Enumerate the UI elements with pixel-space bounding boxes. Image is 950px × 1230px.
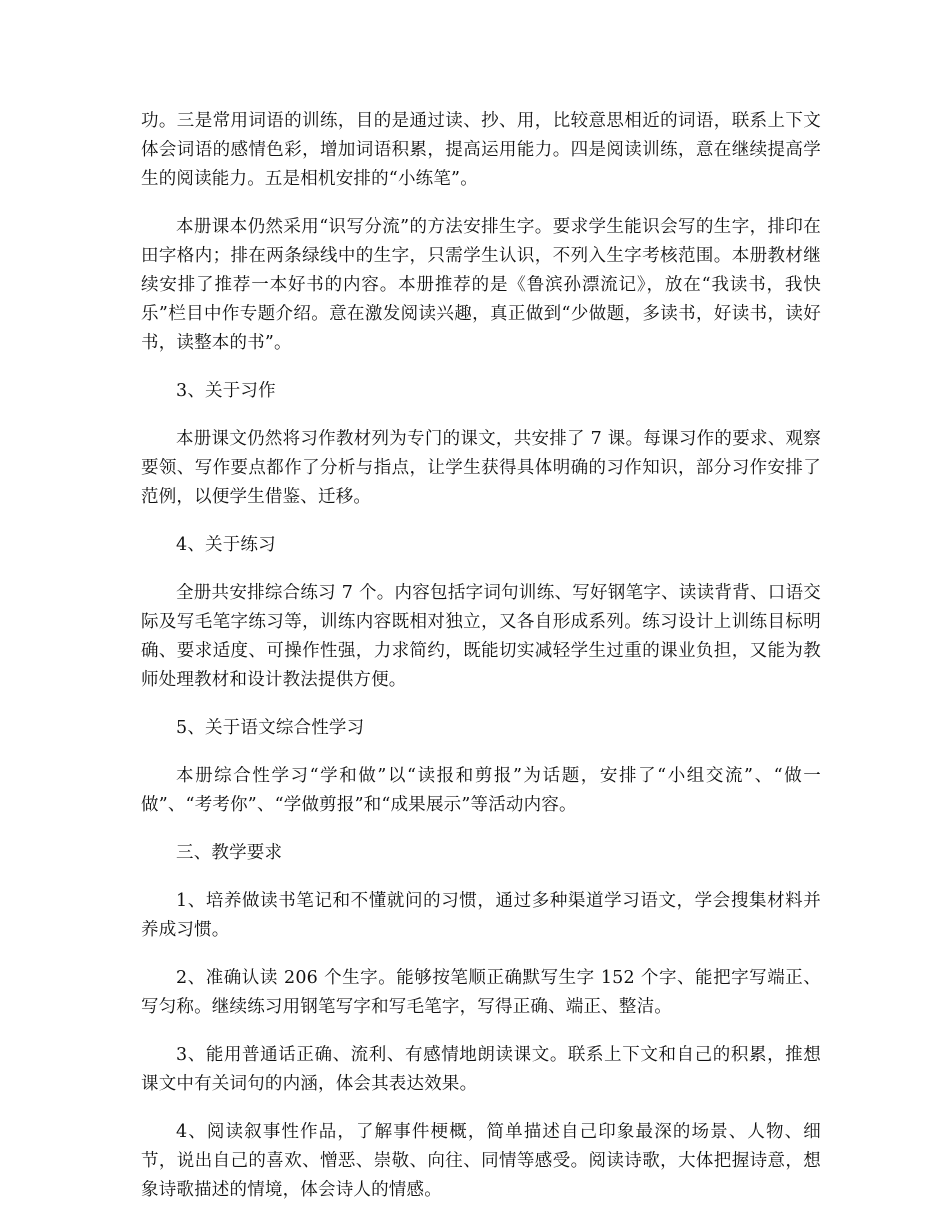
heading-comprehensive-learning: 5、关于语文综合性学习 — [176, 718, 365, 738]
paragraph-exercises: 全册共安排综合练习 7 个。内容包括字词句训练、写好钢笔字、读读背背、口语交际及写毛笔字练习等，训练内容既相对独立，又各自形成系列。练习设计上训练目标明确、要求适度、可操作性强，力求简约，既能切实减轻学生过重的课业负担，又能为教师处理教材和设计教法提供方便。 — [141, 583, 821, 690]
paragraph-comprehensive-learning: 本册综合性学习“学和做”以“读报和剪报”为话题，安排了“小组交流”、“做一做”、“考考你”、“学做剪报”和“成果展示”等活动内容。 — [141, 766, 821, 815]
requirement-item-3: 3、能用普通话正确、流利、有感情地朗读课文。联系上下文和自己的积累，推想课文中有关词句的内涵，体会其表达效果。 — [141, 1045, 821, 1094]
paragraph-composition: 本册课文仍然将习作教材列为专门的课文，共安排了 7 课。每课习作的要求、观察要领、写作要点都作了分析与指点，让学生获得具体明确的习作知识，部分习作安排了范例，以便学生借鉴、迁移。 — [141, 429, 821, 507]
paragraph-characters: 本册课本仍然采用“识写分流”的方法安排生字。要求学生能识会写的生字，排印在田字格内；排在两条绿线中的生字，只需学生认识，不列入生字考核范围。本册教材继续安排了推荐一本好书的内容。本册推荐的是《鲁滨孙漂流记》，放在“我读书，我快乐”栏目中作专题介绍。意在激发阅读兴趣，真正做到“少做题，多读书，好读书，读好书，读整本的书”。 — [141, 217, 821, 353]
heading-teaching-requirements: 三、教学要求 — [176, 843, 283, 863]
heading-exercises: 4、关于练习 — [176, 535, 276, 555]
requirement-item-4: 4、阅读叙事性作品，了解事件梗概，简单描述自己印象最深的场景、人物、细节，说出自己的喜欢、憎恶、崇敬、向往、同情等感受。阅读诗歌，大体把握诗意，想象诗歌描述的情境，体会诗人的情感。 — [141, 1122, 821, 1200]
requirement-item-2: 2、准确认读 206 个生字。能够按笔顺正确默写生字 152 个字、能把字写端正、写匀称。继续练习用钢笔写字和写毛笔字，写得正确、端正、整洁。 — [141, 968, 821, 1017]
heading-composition: 3、关于习作 — [176, 381, 276, 401]
paragraph-continuation: 功。三是常用词语的训练，目的是通过读、抄、用，比较意思相近的词语，联系上下文体会词语的感情色彩，增加词语积累，提高运用能力。四是阅读训练，意在继续提高学生的阅读能力。五是相机安排的“小练笔”。 — [141, 111, 821, 189]
requirement-item-1: 1、培养做读书笔记和不懂就问的习惯，通过多种渠道学习语文，学会搜集材料并养成习惯。 — [141, 891, 821, 940]
document-page — [141, 107, 821, 1205]
